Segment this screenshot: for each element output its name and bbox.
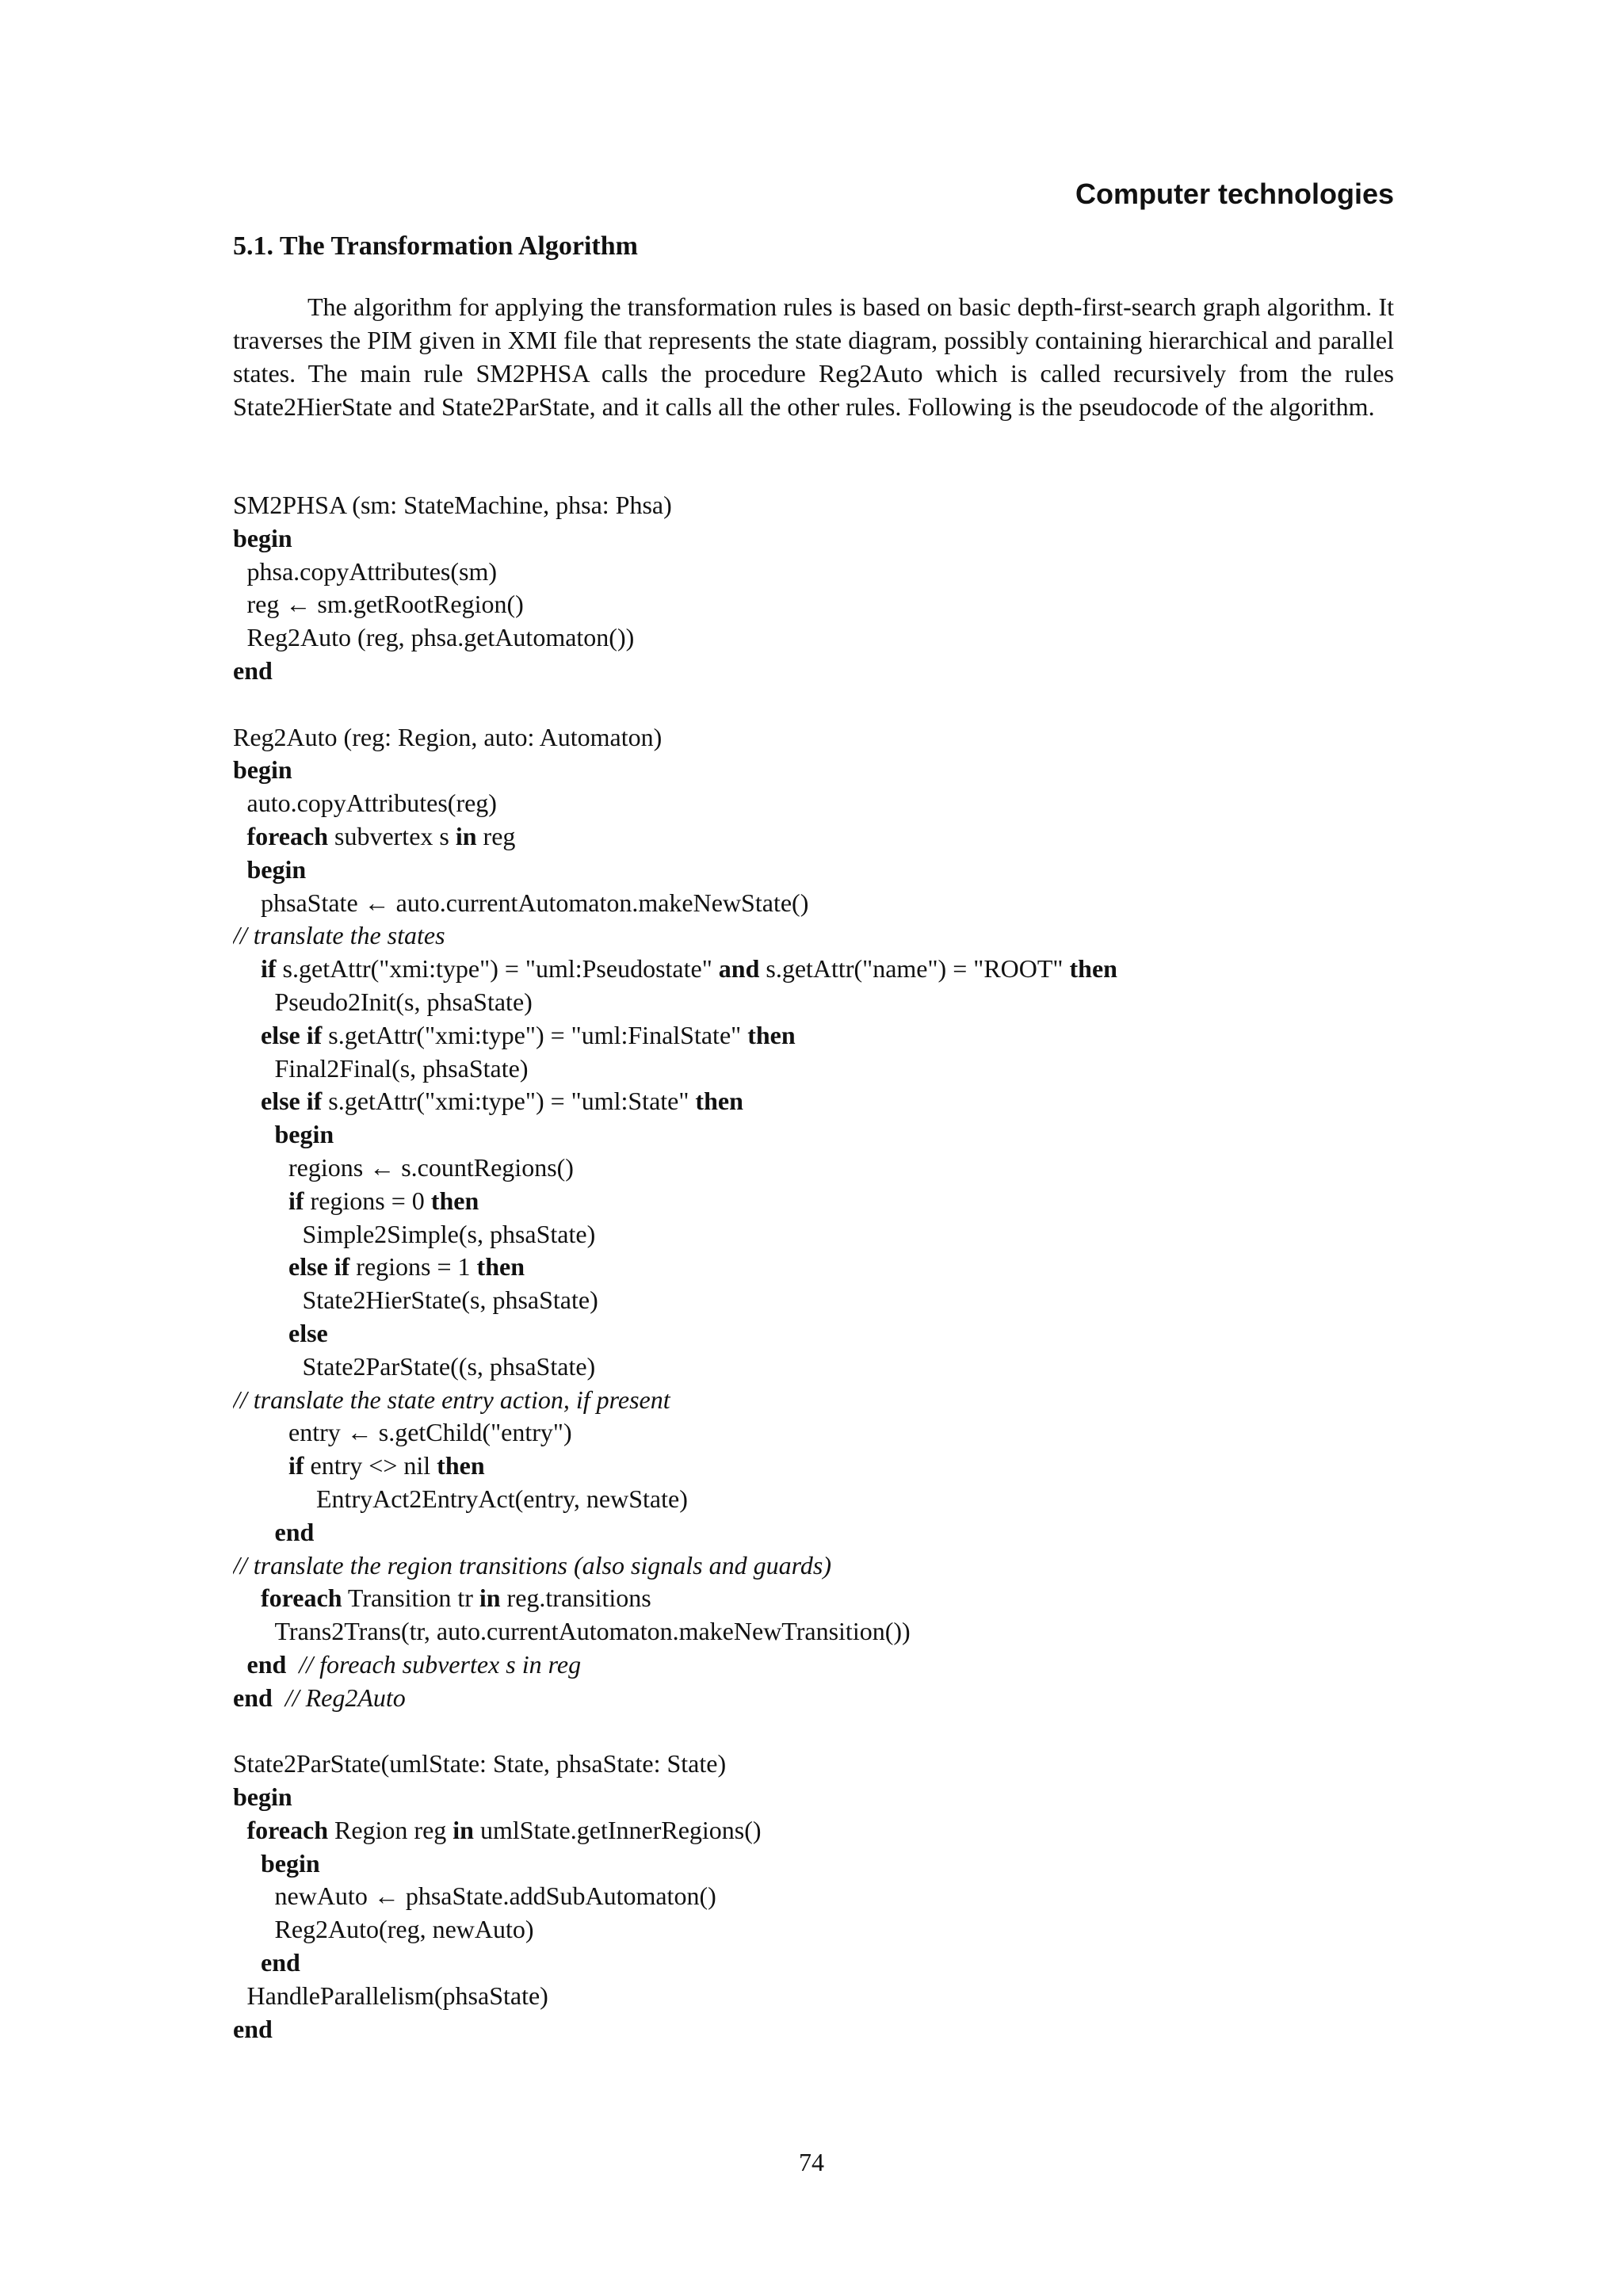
code-text: auto.copyAttributes(reg) [246, 789, 497, 818]
code-line [233, 1880, 1394, 1913]
code-text: Simple2Simple(s, phsaState) [302, 1219, 596, 1248]
code-keyword: else if [261, 1087, 323, 1116]
code-text: s.getAttr("xmi:type") = "uml:Pseudostate" [276, 954, 719, 984]
code-text: reg [476, 821, 516, 850]
code-text: entry ← s.getChild("entry") [288, 1418, 572, 1447]
code-keyword: begin [233, 755, 292, 785]
code-text: HandleParallelism(phsaState) [246, 1981, 548, 2010]
code-text: Reg2Auto (reg, phsa.getAutomaton()) [246, 623, 635, 652]
code-line [233, 522, 1394, 556]
code-line [233, 1682, 1394, 1715]
code-line [233, 1284, 1394, 1317]
code-keyword: end [233, 1683, 273, 1712]
code-line [233, 1781, 1394, 1814]
body-paragraph: The algorithm for applying the transformation rules is based on basic depth-first-search graph algorithm. It traverses the PIM given in XMI file that represents the state diagram, possibly containing hierarchical and parallel states. The main rule SM2PHSA calls the procedure Reg2Auto which is called recursively from the rules State2HierState and State2ParState, and it calls all the other rules. Following is the pseudocode of the algorithm. [233, 292, 1394, 421]
code-keyword: foreach [261, 1584, 342, 1613]
code-keyword: then [1069, 954, 1117, 984]
code-line [233, 1648, 1394, 1682]
code-text: Reg2Auto(reg, newAuto) [274, 1915, 534, 1944]
code-keyword: begin [233, 1782, 292, 1812]
code-text: entry <> nil [304, 1451, 437, 1480]
code-text: regions = 1 [349, 1252, 477, 1282]
code-line [233, 1748, 1394, 1781]
code-keyword: in [453, 1815, 474, 1844]
code-line [233, 1317, 1394, 1350]
code-line [233, 1350, 1394, 1384]
code-text: regions = 0 [304, 1186, 431, 1215]
code-keyword: begin [246, 854, 307, 884]
code-keyword: end [246, 1649, 287, 1679]
code-keyword: then [695, 1087, 743, 1116]
code-comment: // translate the region transitions (also signals and guards) [233, 1550, 831, 1580]
code-comment: // translate the state entry action, if present [233, 1385, 670, 1414]
code-line [233, 1516, 1394, 1549]
code-line [233, 1814, 1394, 1847]
code-keyword: begin [261, 1848, 320, 1878]
code-keyword: foreach [246, 821, 328, 850]
code-line [233, 1946, 1394, 1980]
code-keyword: foreach [246, 1815, 328, 1844]
code-line [233, 1384, 1394, 1417]
code-line [233, 820, 1394, 854]
code-keyword: end [233, 655, 273, 685]
code-line [233, 1913, 1394, 1946]
code-text: subvertex s [327, 821, 456, 850]
code-keyword: then [437, 1451, 485, 1480]
code-text: SM2PHSA (sm: StateMachine, phsa: Phsa) [233, 491, 672, 519]
code-text [273, 1683, 285, 1712]
code-keyword: in [479, 1584, 501, 1613]
code-keyword: end [233, 2014, 273, 2043]
code-line [233, 1549, 1394, 1583]
code-line [233, 1251, 1394, 1284]
section-title: 5.1. The Transformation Algorithm [233, 231, 638, 261]
code-line [233, 754, 1394, 787]
code-line [233, 986, 1394, 1019]
code-keyword: begin [274, 1120, 334, 1149]
code-line [233, 621, 1394, 655]
code-text: Transition tr [342, 1584, 479, 1613]
code-line [233, 953, 1394, 986]
code-text: Region reg [327, 1815, 453, 1844]
code-line [233, 887, 1394, 920]
code-line [233, 1118, 1394, 1152]
code-text: umlState.getInnerRegions() [473, 1815, 762, 1844]
code-text: regions ← s.countRegions() [288, 1152, 574, 1182]
code-keyword: and [718, 954, 760, 984]
code-text: s.getAttr("xmi:type") = "uml:FinalState" [322, 1020, 748, 1049]
code-line [233, 1052, 1394, 1086]
code-line [233, 1450, 1394, 1483]
code-line [233, 655, 1394, 688]
code-line [233, 1085, 1394, 1118]
code-keyword: else if [288, 1252, 350, 1282]
code-text [286, 1650, 299, 1679]
code-keyword: end [274, 1517, 315, 1546]
code-line [233, 1615, 1394, 1648]
code-keyword: then [747, 1020, 796, 1049]
code-text: State2ParState((s, phsaState) [302, 1351, 596, 1381]
code-line [233, 556, 1394, 589]
code-comment: // Reg2Auto [285, 1683, 406, 1712]
code-text: EntryAct2EntryAct(entry, newState) [316, 1484, 688, 1513]
code-line [233, 919, 1394, 953]
code-keyword: then [430, 1186, 479, 1215]
code-text: State2ParState(umlState: State, phsaState: State) [233, 1749, 727, 1778]
code-text: newAuto ← phsaState.addSubAutomaton() [274, 1881, 716, 1911]
code-line [233, 1218, 1394, 1251]
code-text: phsa.copyAttributes(sm) [246, 556, 497, 586]
code-line [233, 588, 1394, 621]
code-keyword: begin [233, 523, 292, 552]
code-line [233, 787, 1394, 820]
code-keyword: then [476, 1252, 525, 1282]
code-comment: // foreach subvertex s in reg [299, 1649, 582, 1679]
code-line [233, 2013, 1394, 2046]
code-text: Reg2Auto (reg: Region, auto: Automaton) [233, 722, 663, 751]
code-line [233, 1483, 1394, 1516]
code-text: phsaState ← auto.currentAutomaton.makeNewState() [261, 888, 809, 917]
page-number: 74 [799, 2148, 824, 2176]
code-blank-line [233, 688, 1394, 721]
code-line [233, 721, 1394, 755]
code-line [233, 1416, 1394, 1450]
code-line [233, 489, 1394, 522]
code-line [233, 1152, 1394, 1185]
code-keyword: end [261, 1948, 300, 1977]
code-text: reg.transitions [500, 1584, 651, 1613]
code-blank-line [233, 1714, 1394, 1748]
code-keyword: if [261, 954, 277, 984]
code-text: Trans2Trans(tr, auto.currentAutomaton.makeNewTransition()) [274, 1617, 911, 1646]
code-text: s.getAttr("name") = "ROOT" [759, 954, 1070, 984]
code-line [233, 1582, 1394, 1615]
code-keyword: if [288, 1186, 304, 1215]
running-head: Computer technologies [1075, 178, 1394, 210]
code-line [233, 854, 1394, 887]
code-text: reg ← sm.getRootRegion() [246, 590, 524, 619]
pseudocode-block [233, 489, 1394, 2046]
code-line [233, 1847, 1394, 1881]
code-line [233, 1185, 1394, 1218]
code-line [233, 1019, 1394, 1052]
code-keyword: if [288, 1451, 304, 1480]
code-keyword: in [455, 821, 477, 850]
code-keyword: else [288, 1318, 328, 1347]
code-text: s.getAttr("xmi:type") = "uml:State" [322, 1087, 696, 1116]
code-text: Pseudo2Init(s, phsaState) [274, 987, 533, 1016]
code-line [233, 1980, 1394, 2013]
code-comment: // translate the states [233, 921, 445, 950]
code-text: Final2Final(s, phsaState) [274, 1053, 529, 1083]
code-text: State2HierState(s, phsaState) [302, 1286, 598, 1315]
code-keyword: else if [261, 1020, 323, 1049]
